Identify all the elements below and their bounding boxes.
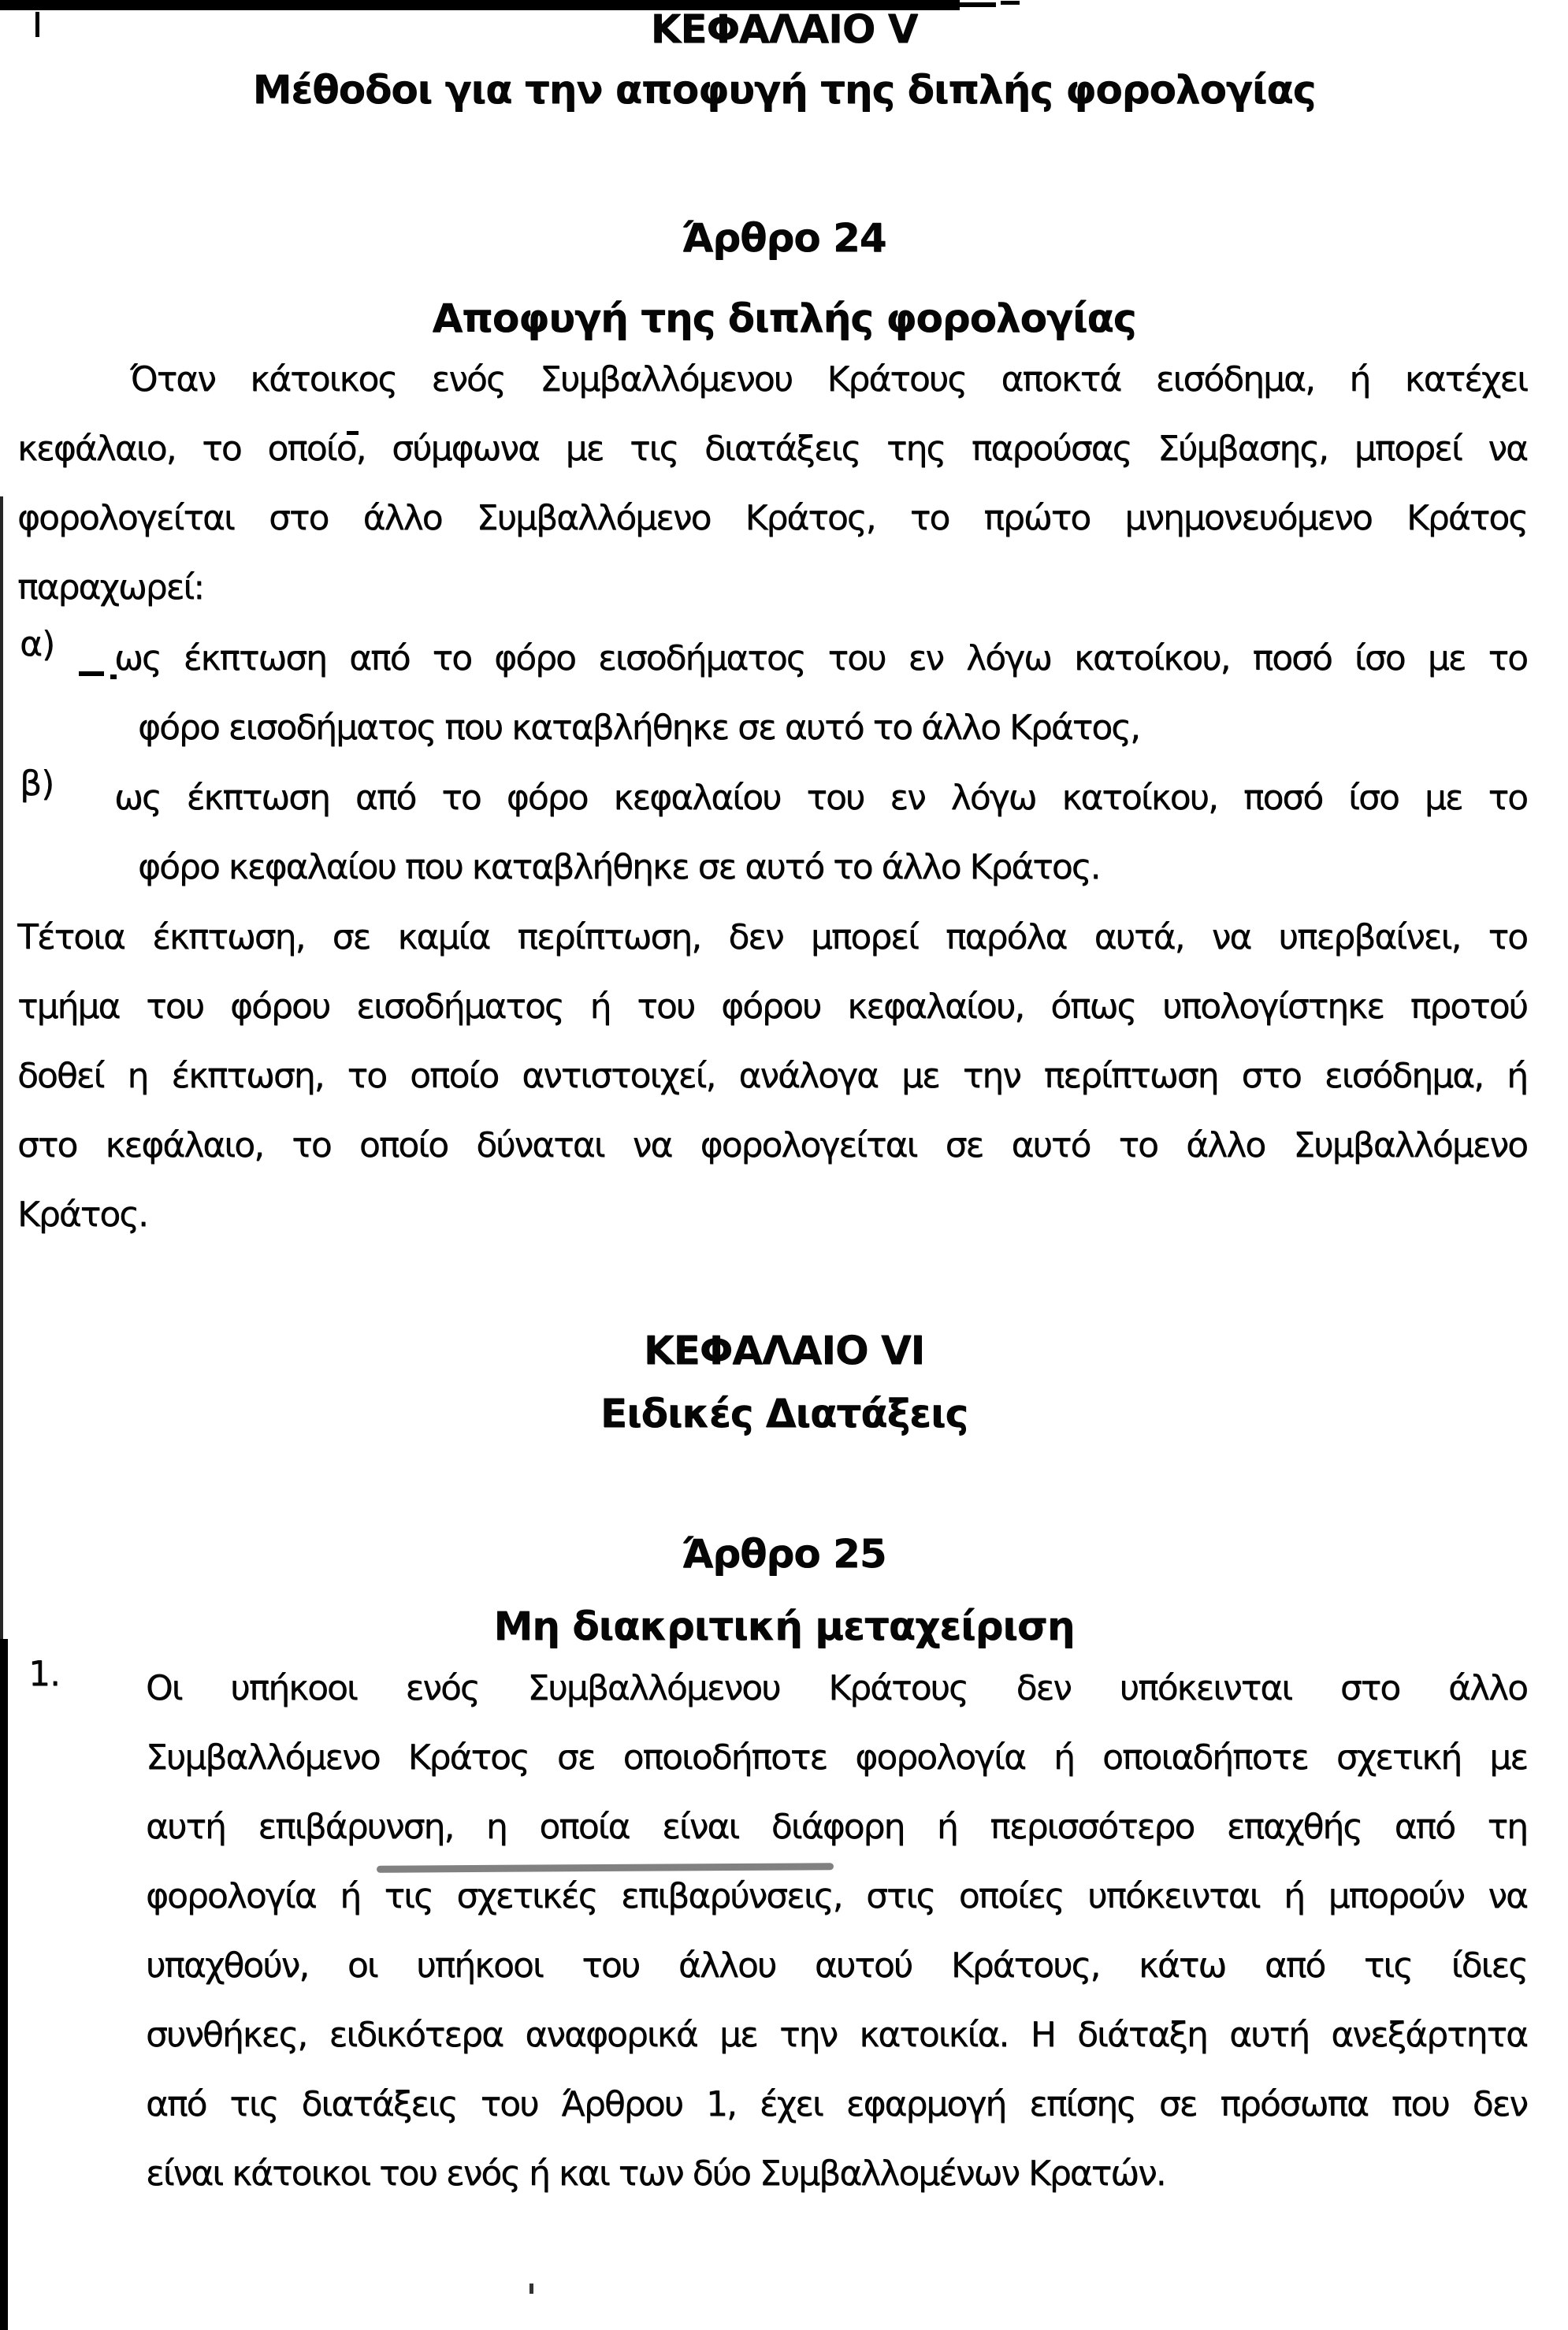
- paragraph-line: συνθήκες, ειδικότερα αναφορικά με την κατοικία. Η διάταξη αυτή ανεξάρτητα: [146, 2015, 1527, 2055]
- paragraph-line: Όταν κάτοικος ενός Συμβαλλόμενου Κράτους αποκτά εισόδημα, ή κατέχει: [130, 359, 1527, 399]
- paragraph-line: τμήμα του φόρου εισοδήματος ή του φόρου κεφαλαίου, όπως υπολογίστηκε προτού: [17, 987, 1527, 1027]
- chapter-5-title: Μέθοδοι για την αποφυγή της διπλής φορολογίας: [252, 67, 1316, 113]
- scan-artifact-left-edge-line: [0, 496, 3, 1639]
- article-25-subheading: Μη διακριτική μεταχείριση: [493, 1604, 1075, 1649]
- list-item-beta: [17, 764, 1527, 902]
- article-24-paragraph-2: [17, 903, 1527, 1250]
- list-item-alpha: [17, 624, 1527, 763]
- paragraph-line: φορολογία ή τις σχετικές επιβαρύνσεις, στις οποίες υπόκεινται ή μπορούν να: [146, 1876, 1527, 1916]
- paragraph-line: κεφάλαιο, το οποίο, σύμφωνα με τις διατάξεις της παρούσας Σύμβασης, μπορεί να: [17, 429, 1527, 469]
- paragraph-line: φορολογείται στο άλλο Συμβαλλόμενο Κράτος, το πρώτο μνημονευόμενο Κράτος: [17, 498, 1527, 538]
- article-24-paragraph-1: [17, 345, 1527, 622]
- paragraph-line: Οι υπήκοοι ενός Συμβαλλόμενου Κράτους δεν υπόκεινται στο άλλο: [146, 1668, 1527, 1708]
- chapter-6-title: Ειδικές Διατάξεις: [600, 1391, 968, 1436]
- article-25-paragraph-1: [17, 1654, 1527, 2209]
- paragraph-line: από τις διατάξεις του Άρθρου 1, έχει εφαρμογή επίσης σε πρόσωπα που δεν: [146, 2084, 1527, 2124]
- paragraph-number: 1.: [28, 1654, 60, 1694]
- list-item-line: ως έκπτωση από το φόρο εισοδήματος του εν λόγω κατοίκου, ποσό ίσο με το: [114, 638, 1527, 678]
- scan-artifact-left-edge-bar: [0, 1639, 8, 2330]
- paragraph-line: Τέτοια έκπτωση, σε καμία περίπτωση, δεν μπορεί παρόλα αυτά, να υπερβαίνει, το: [17, 917, 1527, 957]
- list-marker: β): [20, 764, 54, 804]
- list-item-line: φόρο εισοδήματος που καταβλήθηκε σε αυτό το άλλο Κράτος,: [138, 708, 1139, 748]
- article-24-heading: Άρθρο 24: [682, 215, 886, 261]
- article-25-heading: Άρθρο 25: [682, 1531, 886, 1577]
- paragraph-line: αυτή επιβάρυνση, η οποία είναι διάφορη ή περισσότερο επαχθής από τη: [146, 1807, 1527, 1847]
- list-item-line: φόρο κεφαλαίου που καταβλήθηκε σε αυτό το άλλο Κράτος.: [138, 847, 1100, 887]
- paragraph-line: υπαχθούν, οι υπήκοοι του άλλου αυτού Κράτους, κάτω από τις ίδιες: [146, 1945, 1527, 1986]
- paragraph-line: Κράτος.: [17, 1195, 148, 1235]
- paragraph-line: Συμβαλλόμενο Κράτος σε οποιοδήποτε φορολογία ή οποιαδήποτε σχετική με: [146, 1737, 1527, 1778]
- paragraph-line: δοθεί η έκπτωση, το οποίο αντιστοιχεί, ανάλογα με την περίπτωση στο εισόδημα, ή: [17, 1056, 1527, 1096]
- list-marker: α): [20, 624, 55, 664]
- article-24-subheading: Αποφυγή της διπλής φορολογίας: [432, 295, 1136, 341]
- paragraph-line: στο κεφάλαιο, το οποίο δύναται να φορολογείται σε αυτό το άλλο Συμβαλλόμενο: [17, 1125, 1527, 1165]
- paragraph-line: είναι κάτοικοι του ενός ή και των δύο Συμβαλλομένων Κρατών.: [146, 2153, 1165, 2194]
- chapter-5-heading: ΚΕΦΑΛΑΙΟ V: [650, 6, 918, 52]
- list-item-line: ως έκπτωση από το φόρο κεφαλαίου του εν λόγω κατοίκου, ποσό ίσο με το: [114, 778, 1527, 818]
- scan-artifact-speck: [529, 2284, 533, 2294]
- chapter-6-heading: ΚΕΦΑΛΑΙΟ VI: [643, 1328, 925, 1373]
- paragraph-line: παραχωρεί:: [17, 567, 204, 608]
